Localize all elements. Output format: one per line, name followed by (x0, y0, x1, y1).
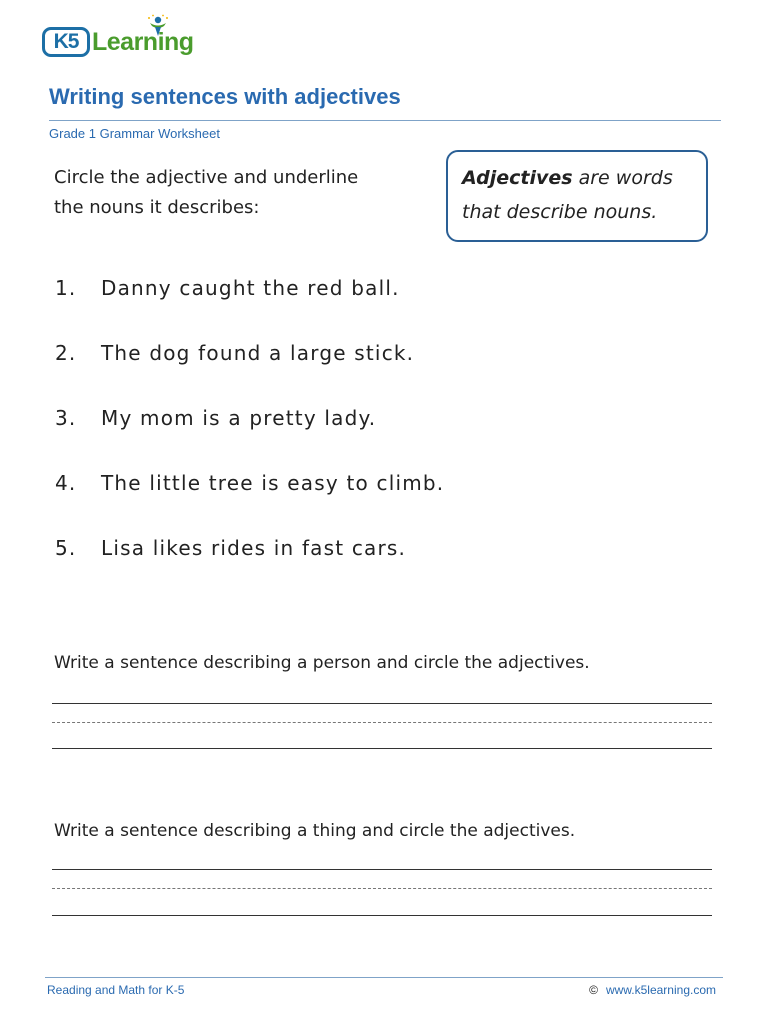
instructions-line-2: the nouns it describes: (54, 197, 260, 218)
writing-line-base[interactable] (52, 748, 712, 749)
adjective-definition-box (446, 150, 708, 242)
page-title: Writing sentences with adjectives (49, 84, 401, 109)
exercise-sentence: My mom is a pretty lady. (101, 406, 377, 430)
exercise-sentence: The dog found a large stick. (101, 341, 415, 365)
title-divider (49, 120, 721, 121)
writing-line-base[interactable] (52, 915, 712, 916)
exercise-sentence: Lisa likes rides in fast cars. (101, 536, 407, 560)
logo-wordmark: Learning (92, 28, 194, 56)
definition-rest: are words (572, 167, 673, 189)
writing-line-mid[interactable] (52, 722, 712, 723)
definition-line-2: that describe nouns. (462, 201, 658, 223)
worksheet-subtitle: Grade 1 Grammar Worksheet (49, 126, 220, 141)
writing-prompt-thing: Write a sentence describing a thing and circle the adjectives. (54, 821, 576, 841)
footer-website (589, 982, 716, 998)
copyright-icon: © (589, 983, 598, 997)
exercise-item (55, 528, 444, 593)
writing-line-top[interactable] (52, 869, 712, 870)
writing-prompt-person: Write a sentence describing a person and circle the adjectives. (54, 653, 590, 673)
exercise-number: 2. (55, 341, 77, 365)
writing-line-top[interactable] (52, 703, 712, 704)
exercise-number: 5. (55, 536, 77, 560)
exercise-item (55, 463, 444, 528)
exercise-number: 1. (55, 276, 77, 300)
writing-line-mid[interactable] (52, 888, 712, 889)
footer-tagline: Reading and Math for K-5 (47, 983, 185, 997)
k5-learning-logo (42, 14, 212, 60)
footer-divider (45, 977, 723, 978)
exercise-number: 3. (55, 406, 77, 430)
exercise-item (55, 398, 444, 463)
instructions-line-1: Circle the adjective and underline (54, 167, 359, 188)
exercise-sentence: The little tree is easy to climb. (101, 471, 445, 495)
logo-k5-badge: K5 (42, 27, 90, 57)
instructions (54, 163, 414, 223)
exercise-item (55, 333, 444, 398)
exercise-number: 4. (55, 471, 77, 495)
exercise-item (55, 268, 444, 333)
definition-term: Adjectives (462, 167, 573, 189)
website-link[interactable]: www.k5learning.com (605, 983, 716, 997)
exercise-list (55, 268, 444, 593)
definition-line-1 (462, 161, 706, 195)
exercise-sentence: Danny caught the red ball. (101, 276, 400, 300)
